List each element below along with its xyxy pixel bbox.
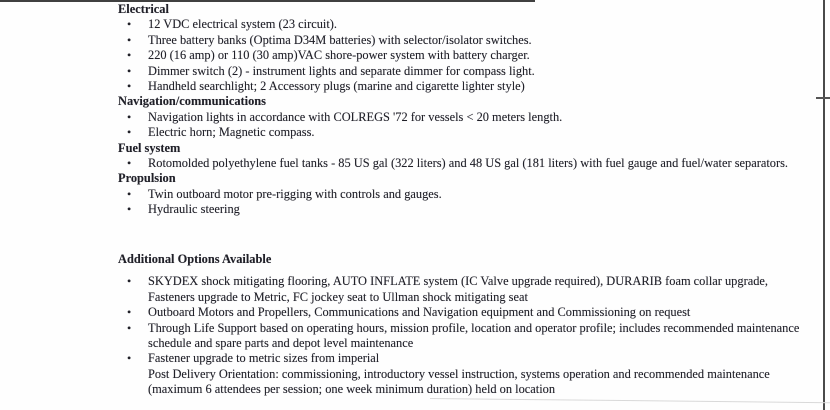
bullet-item-text: Navigation lights in accordance with COLREGS '72 for vessels < 20 meters length. — [148, 109, 563, 124]
option-line: SKYDEX shock mitigating flooring, AUTO INFLATE system (IC Valve upgrade required), DURARIB foam collar upgrade, — [148, 274, 768, 289]
bullet-item-text: Twin outboard motor pre-rigging with controls and gauges. — [148, 186, 442, 201]
bullet-icon: • — [127, 186, 132, 201]
options-heading: Additional Options Available — [118, 252, 272, 266]
option-line: Fastener upgrade to metric sizes from imperial — [148, 351, 380, 366]
option-line: Post Delivery Orientation: commissioning, introductory vessel instruction, systems operation and recommended maintenance — [148, 366, 770, 381]
bullet-icon: • — [127, 320, 132, 335]
option-line: (maximum 6 attendees per session; one week minimum duration) held on location — [148, 382, 556, 397]
bullet-item-text: Hydraulic steering — [148, 202, 240, 217]
bullet-icon: • — [127, 125, 132, 140]
bullet-item — [118, 33, 824, 48]
bullet-item-text: 12 VDC electrical system (23 circuit). — [148, 17, 338, 32]
spec-sections — [118, 2, 824, 218]
options-section — [118, 252, 830, 398]
option-item-text — [148, 351, 770, 397]
bullet-item — [118, 48, 824, 63]
option-item — [118, 351, 830, 397]
option-item — [118, 321, 830, 352]
bullet-icon: • — [127, 48, 132, 63]
bullet-item-text: 220 (16 amp) or 110 (30 amp)VAC shore-power system with battery charger. — [148, 48, 530, 63]
section-heading: Fuel system — [118, 140, 181, 155]
bullet-icon: • — [127, 351, 132, 366]
bullet-item — [118, 125, 824, 140]
bullet-item-text: Dimmer switch (2) - instrument lights and separate dimmer for compass light. — [148, 63, 535, 78]
bullet-item — [118, 64, 824, 79]
option-item-text — [148, 305, 690, 320]
bullet-icon: • — [127, 274, 132, 289]
bullet-item — [118, 17, 824, 32]
option-item-text — [148, 274, 768, 305]
bullet-icon: • — [127, 202, 132, 217]
option-item-text — [148, 321, 799, 352]
bullet-icon: • — [127, 32, 132, 47]
bullet-icon: • — [127, 63, 132, 78]
option-line: Outboard Motors and Propellers, Communications and Navigation equipment and Commissioning on request — [148, 305, 691, 320]
bullet-icon: • — [127, 79, 132, 94]
bullet-icon: • — [127, 156, 132, 171]
bullet-item-text: Electric horn; Magnetic compass. — [148, 125, 315, 140]
option-line: Through Life Support based on operating hours, mission profile, location and operator profile; includes recommended maintenance — [148, 320, 800, 335]
option-line: Fasteners upgrade to Metric, FC jockey seat to Ullman shock mitigating seat — [148, 289, 528, 304]
bullet-item — [118, 79, 824, 94]
option-item — [118, 274, 830, 305]
option-item — [118, 305, 830, 320]
bullet-item-text: Handheld searchlight; 2 Accessory plugs (marine and cigarette lighter style) — [148, 79, 525, 94]
bullet-item-text: Three battery banks (Optima D34M batteries) with selector/isolator switches. — [148, 32, 532, 47]
bullet-item-text: Rotomolded polyethylene fuel tanks - 85 US gal (322 liters) and 48 US gal (181 liters) with fuel gauge and fuel/water separators. — [148, 156, 789, 171]
page-bottom-edge — [430, 398, 830, 403]
bullet-item — [118, 156, 824, 171]
option-line: schedule and spare parts and depot level maintenance — [148, 336, 414, 351]
bullet-item — [118, 110, 824, 125]
bullet-icon: • — [127, 305, 132, 320]
options-list — [118, 274, 830, 397]
bullet-item — [118, 187, 824, 202]
section-heading: Electrical — [118, 2, 169, 16]
section-heading: Navigation/communications — [118, 94, 267, 109]
bullet-icon: • — [127, 109, 132, 124]
bullet-icon: • — [127, 17, 132, 32]
section-heading: Propulsion — [118, 171, 176, 186]
bullet-item — [118, 202, 824, 217]
